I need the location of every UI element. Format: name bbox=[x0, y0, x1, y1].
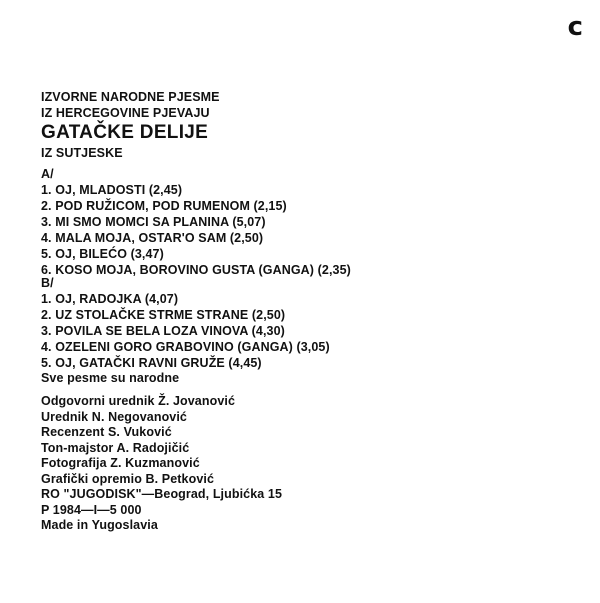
intro-header bbox=[41, 89, 220, 161]
credit-line: RO "JUGODISK"—Beograd, Ljubićka 15 bbox=[41, 487, 282, 501]
track-item: 3. MI SMO MOMCI SA PLANINA (5,07) bbox=[41, 215, 266, 229]
credit-line: Fotografija Z. Kuzmanović bbox=[41, 456, 200, 470]
intro-line-1: IZVORNE NARODNE PJESME bbox=[41, 90, 220, 104]
credit-line: Odgovorni urednik Ž. Jovanović bbox=[41, 394, 236, 408]
track-item: 2. UZ STOLAČKE STRME STRANE (2,50) bbox=[41, 308, 286, 322]
folk-note bbox=[41, 370, 179, 386]
track-item: 3. POVILA SE BELA LOZA VINOVA (4,30) bbox=[41, 324, 285, 338]
track-item: 4. MALA MOJA, OSTAR'O SAM (2,50) bbox=[41, 231, 264, 245]
corner-mark: ɔ bbox=[566, 12, 582, 42]
track-item: 1. OJ, RADOJKA (4,07) bbox=[41, 292, 179, 306]
artist-title: GATAČKE DELIJE bbox=[41, 122, 209, 143]
track-item: 1. OJ, MLADOSTI (2,45) bbox=[41, 183, 183, 197]
side-b-tracklist bbox=[41, 275, 330, 371]
track-item: 4. OZELENI GORO GRABOVINO (GANGA) (3,05) bbox=[41, 340, 330, 354]
side-a-label: A/ bbox=[41, 167, 54, 181]
credit-line: P 1984—I—5 000 bbox=[41, 502, 142, 517]
note-text: Sve pesme su narodne bbox=[41, 371, 180, 385]
credits-list bbox=[41, 394, 282, 534]
track-item: 5. OJ, BILEĆO (3,47) bbox=[41, 247, 164, 261]
intro-line-4: IZ SUTJESKE bbox=[41, 146, 123, 160]
credit-line: Grafički opremio B. Petković bbox=[41, 471, 214, 486]
track-item: 2. POD RUŽICOM, POD RUMENOM (2,15) bbox=[41, 199, 287, 213]
credit-line: Urednik N. Negovanović bbox=[41, 409, 187, 424]
credit-line: Recenzent S. Vuković bbox=[41, 425, 172, 439]
credit-line: Made in Yugoslavia bbox=[41, 518, 158, 532]
track-item: 6. KOSO MOJA, BOROVINO GUSTA (GANGA) (2,35) bbox=[41, 263, 351, 277]
side-a-tracklist bbox=[41, 166, 351, 278]
track-item: 5. OJ, GATAČKI RAVNI GRUŽE (4,45) bbox=[41, 356, 262, 370]
intro-line-2: IZ HERCEGOVINE PJEVAJU bbox=[41, 106, 210, 120]
side-b-label: B/ bbox=[41, 276, 54, 290]
credit-line: Ton-majstor A. Radojičić bbox=[41, 440, 190, 455]
